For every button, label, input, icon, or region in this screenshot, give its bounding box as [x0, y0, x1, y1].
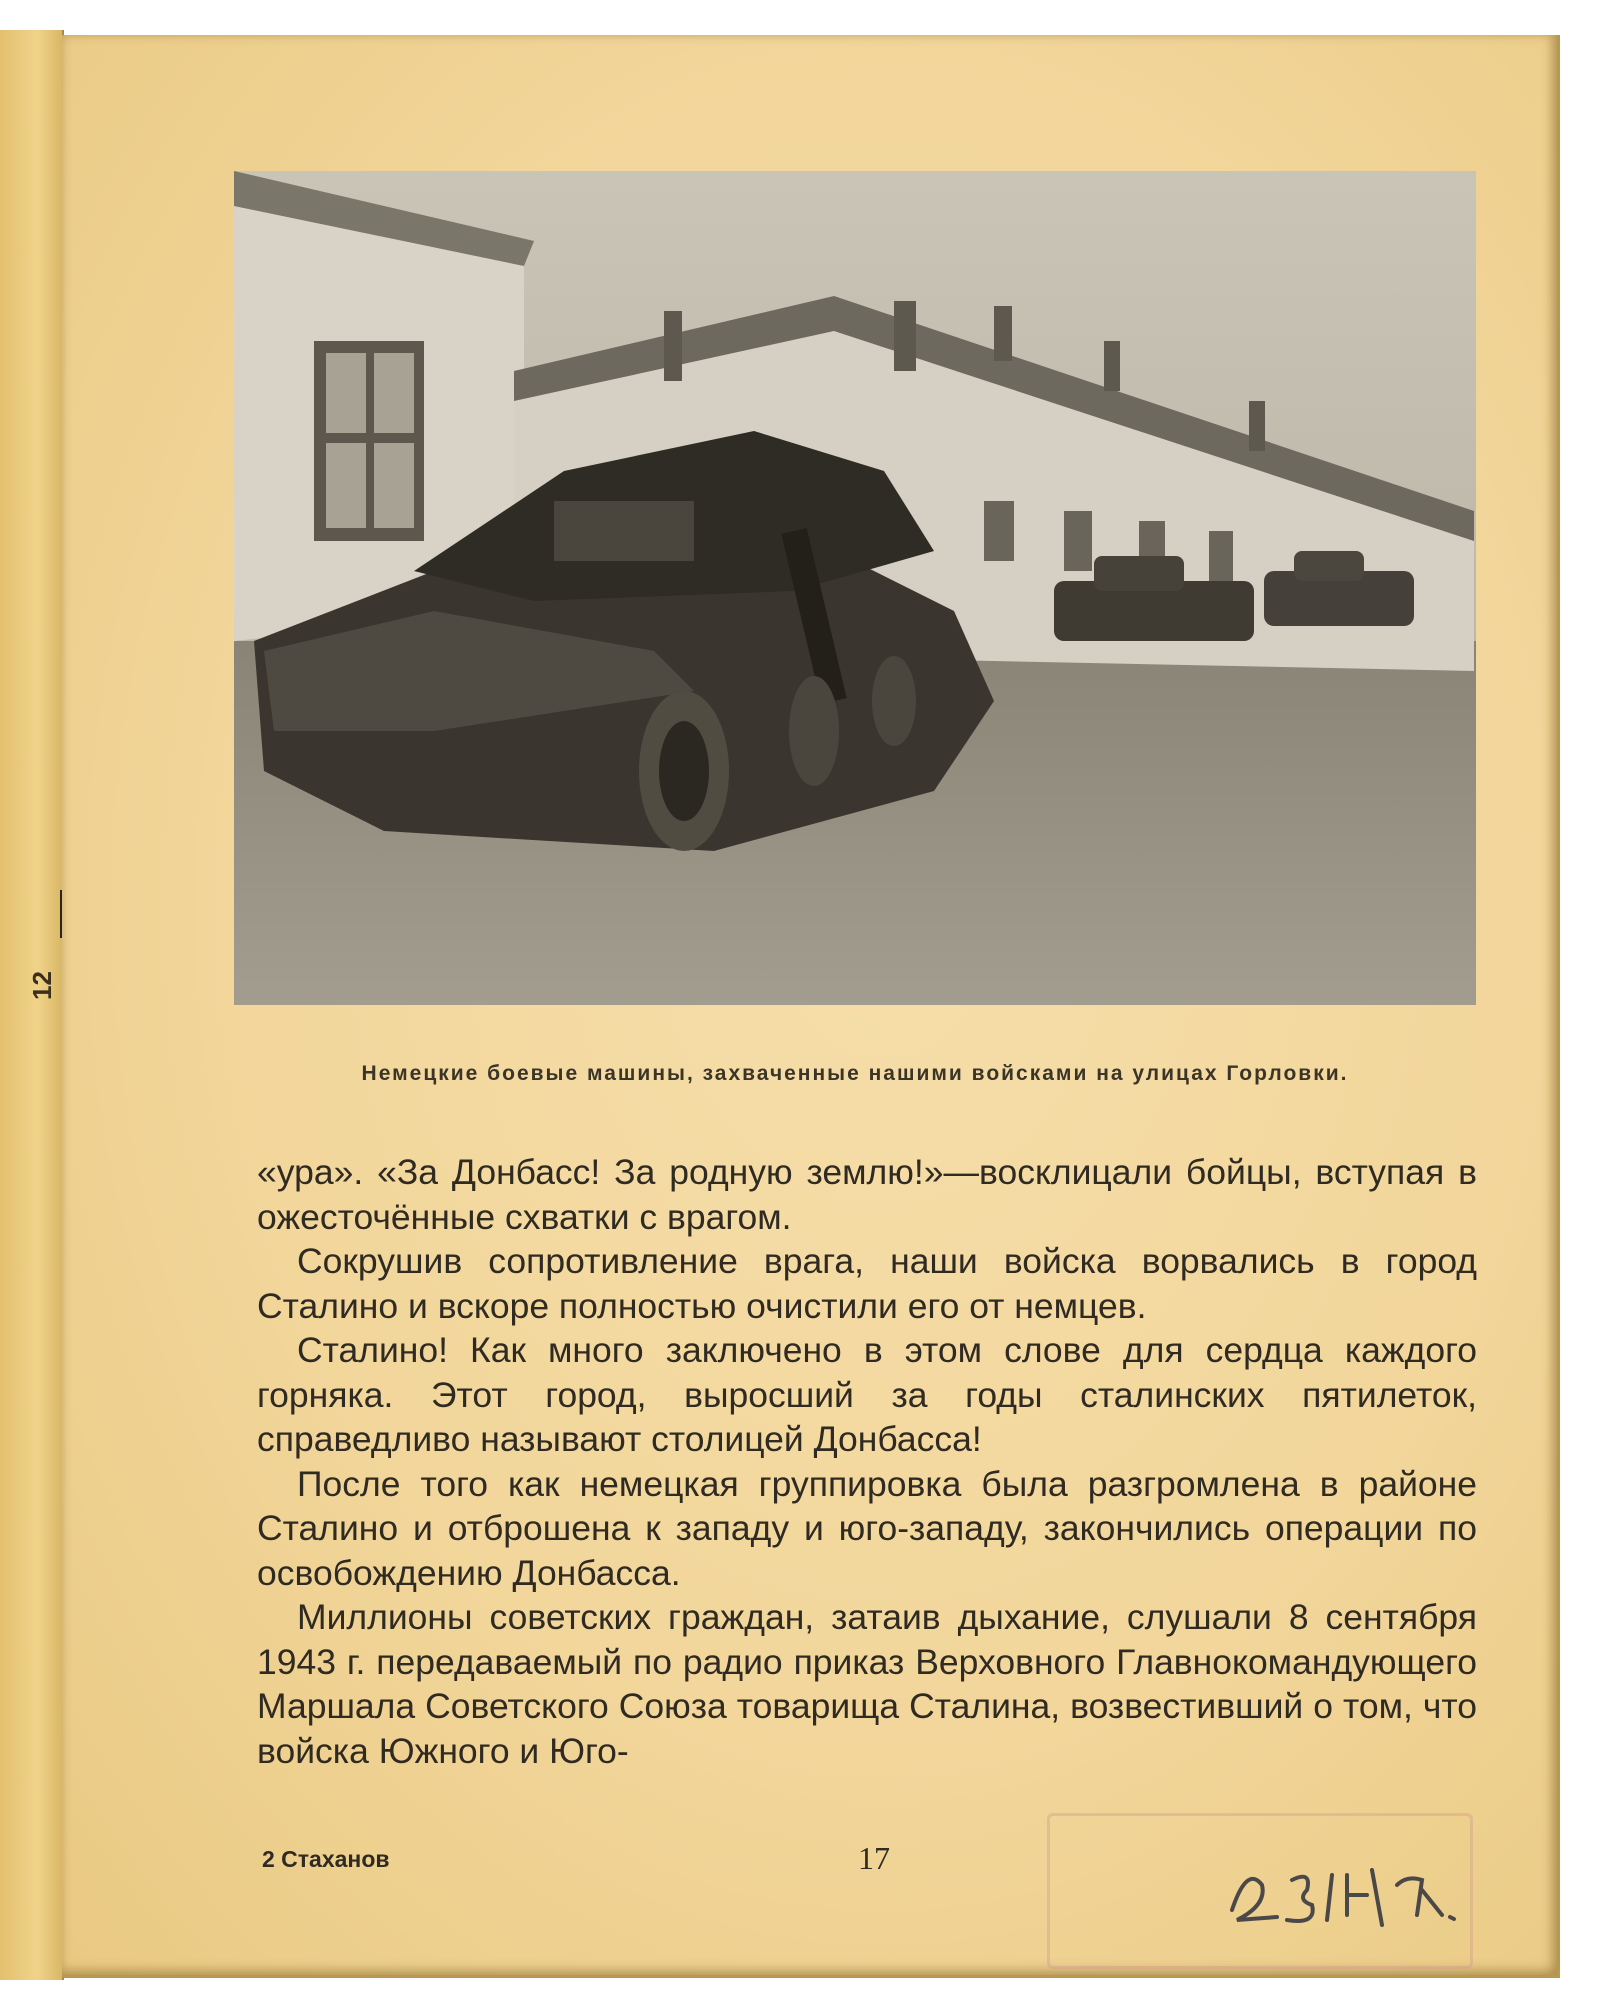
tank-photograph: [234, 171, 1476, 1005]
paragraph-4: После того как немецкая группировка была разгромлена в районе Сталино и отброшена к западу и юго-западу, закончились операции по освобождению Донбасса.: [257, 1463, 1477, 1593]
signature-mark: 2 Стаханов: [262, 1846, 390, 1872]
paragraph-5: Миллионы советских граждан, затаив дыхание, слушали 8 сентября 1943 г. передаваемый по радио приказ Верховного Главнокомандующего Маршала Советского Союза товарища Сталина, возвестивший о том, что войска Южного и Юго-: [257, 1597, 1477, 1771]
page-number: 17: [858, 1840, 890, 1876]
paragraph-3: Сталино! Как много заключено в этом слове для сердца каждого горняка. Этот город, выросший за годы сталинских пятилеток, справедливо называют столицей Донбасса!: [257, 1330, 1477, 1459]
photo-illustration: [234, 171, 1476, 1005]
left-margin-number: 12: [26, 971, 57, 1000]
handwritten-inventory-number: [1222, 1855, 1462, 1935]
photo-caption: Немецкие боевые машины, захваченные нашими войсками на улицах Горловки.: [361, 1062, 1349, 1085]
left-page-edge: [0, 30, 64, 1980]
paragraph-2: Сокрушив сопротивление врага, наши войска ворвались в город Сталино и вскоре полностью очистили его от немцев.: [257, 1241, 1477, 1326]
paragraph-1: «ура». «За Донбасс! За родную землю!»—восклицали бойцы, вступая в ожесточённые схватки с врагом.: [257, 1152, 1477, 1237]
book-page: [62, 35, 1560, 1978]
body-text: [257, 1150, 1477, 1773]
